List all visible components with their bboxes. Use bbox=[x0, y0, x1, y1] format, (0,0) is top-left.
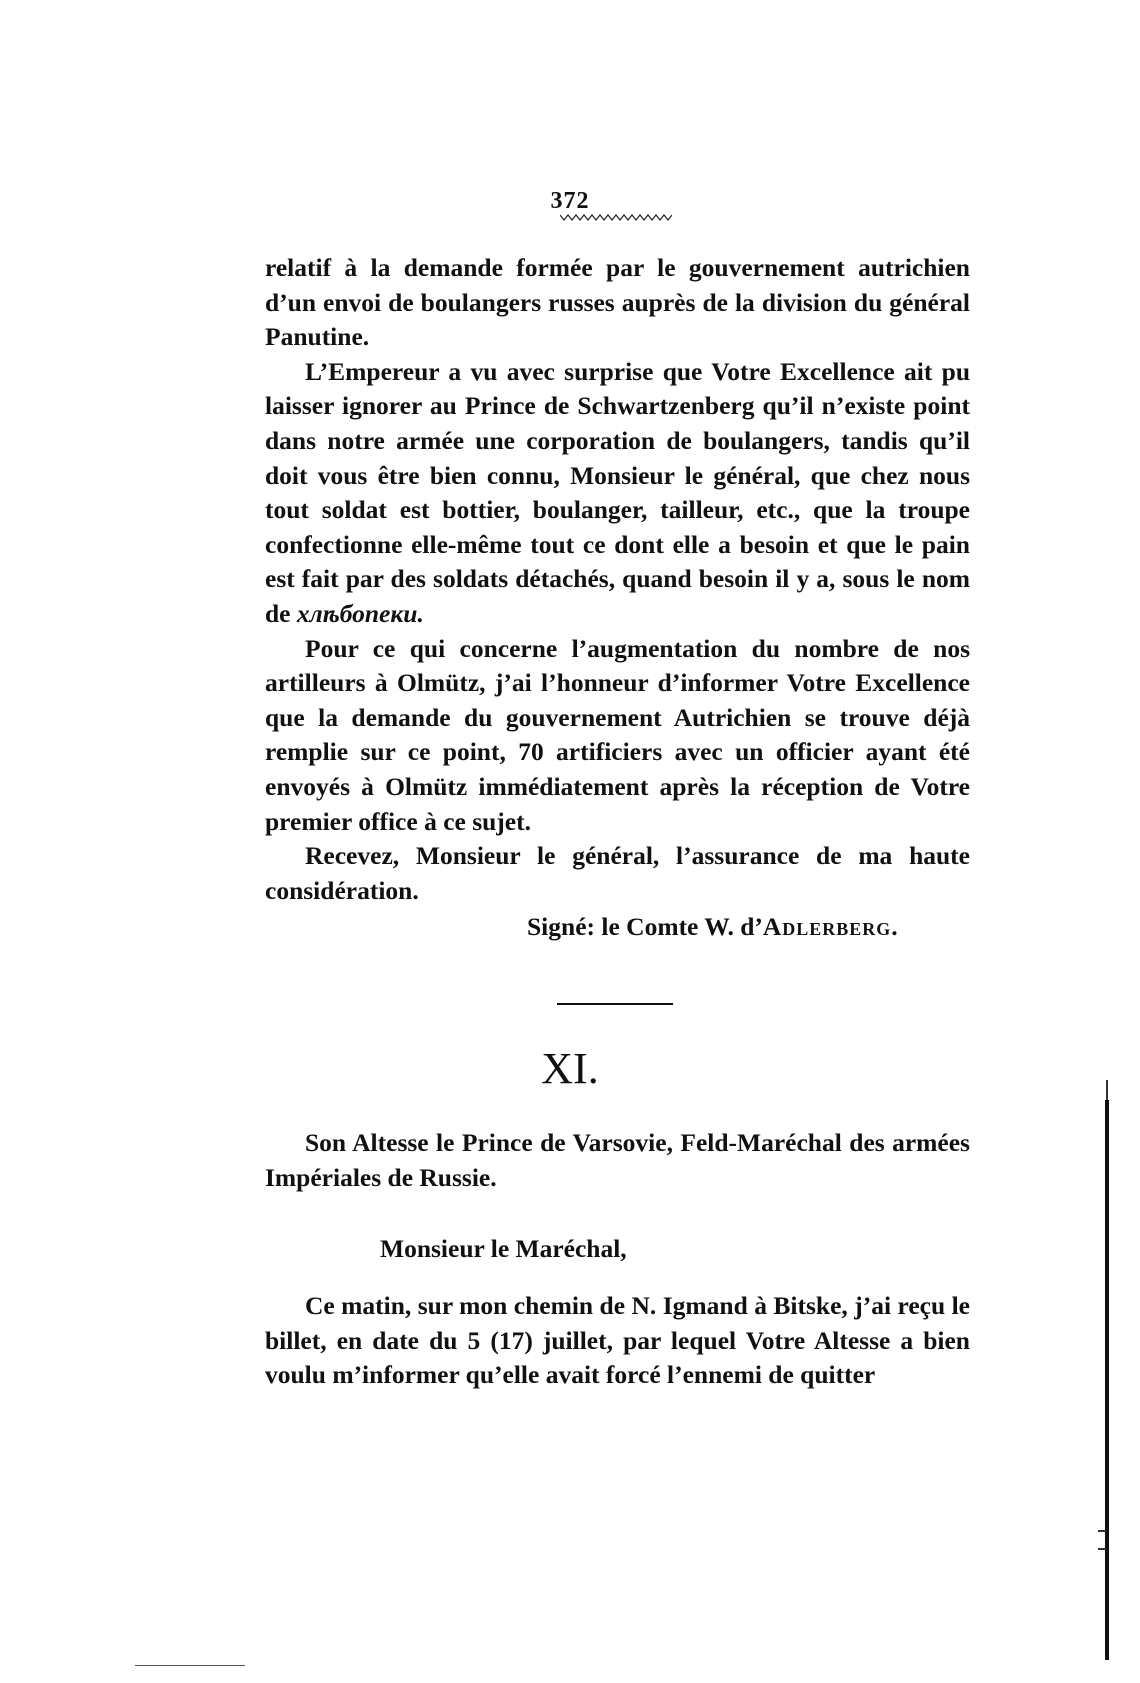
scan-edge-tick bbox=[1098, 1548, 1106, 1550]
scan-bottom-rule bbox=[135, 1665, 245, 1666]
signature: Signé: le Comte W. d’Adlerberg. bbox=[527, 912, 899, 941]
signature-name: Adlerberg. bbox=[762, 912, 899, 941]
paragraph-3: Pour ce qui concerne l’augmentation du nombre de nos artilleurs à Olmütz, j’ai l’honneur d’informer Votre Excellence que la demande du gouvernement Autrichien se trouve déjà remplie sur ce point, 70 artificiers avec un officier ayant été envoyés à Olmütz immédiatement après la réception de Votre premier office à ce sujet. bbox=[265, 633, 970, 836]
addressee-text: Son Altesse le Prince de Varsovie, Feld-Maréchal des armées Impériales de Russie. bbox=[265, 1128, 970, 1192]
russian-term: хлѣбопеки. bbox=[296, 598, 424, 628]
salutation: Monsieur le Maréchal, bbox=[380, 1234, 627, 1263]
letter-continuation bbox=[265, 251, 970, 908]
section-numeral: XI. bbox=[541, 1044, 599, 1093]
page-number: 372 bbox=[550, 188, 590, 214]
body-text: Ce matin, sur mon chemin de N. Igmand à Bitske, j’ai reçu le billet, en date du 5 (17) juillet, par lequel Votre Altesse a bien voulu m’informer qu’elle avait forcé l’ennemi de quitter bbox=[265, 1291, 970, 1390]
scan-edge-mark bbox=[1106, 1080, 1108, 1100]
letter-body bbox=[265, 1289, 970, 1393]
addressee bbox=[265, 1126, 970, 1195]
page-number-ornament bbox=[560, 214, 672, 222]
paragraph-4: Recevez, Monsieur le général, l’assurance de ma haute considération. bbox=[265, 841, 970, 905]
scan-edge-line bbox=[1105, 1100, 1109, 1660]
paragraph-2: L’Empereur a vu avec surprise que Votre Excellence ait pu laisser ignorer au Prince de Schwartzenberg qu’il n’existe point dans notre armée une corporation de boulangers, tandis qu’il doit vous être bien connu, Monsieur le général, que chez nous tout soldat est bottier, boulanger, tailleur, etc., que la troupe confectionne elle-même tout ce dont elle a besoin et que le pain est fait par des soldats détachés, quand besoin il y a, sous le nom de хлѣбопеки. bbox=[265, 356, 970, 628]
scan-edge-tick bbox=[1098, 1530, 1106, 1532]
section-divider bbox=[557, 1003, 673, 1005]
paragraph-1: relatif à la demande formée par le gouvernement autrichien d’un envoi de boulangers russes auprès de la division du général Panutine. bbox=[265, 253, 970, 352]
